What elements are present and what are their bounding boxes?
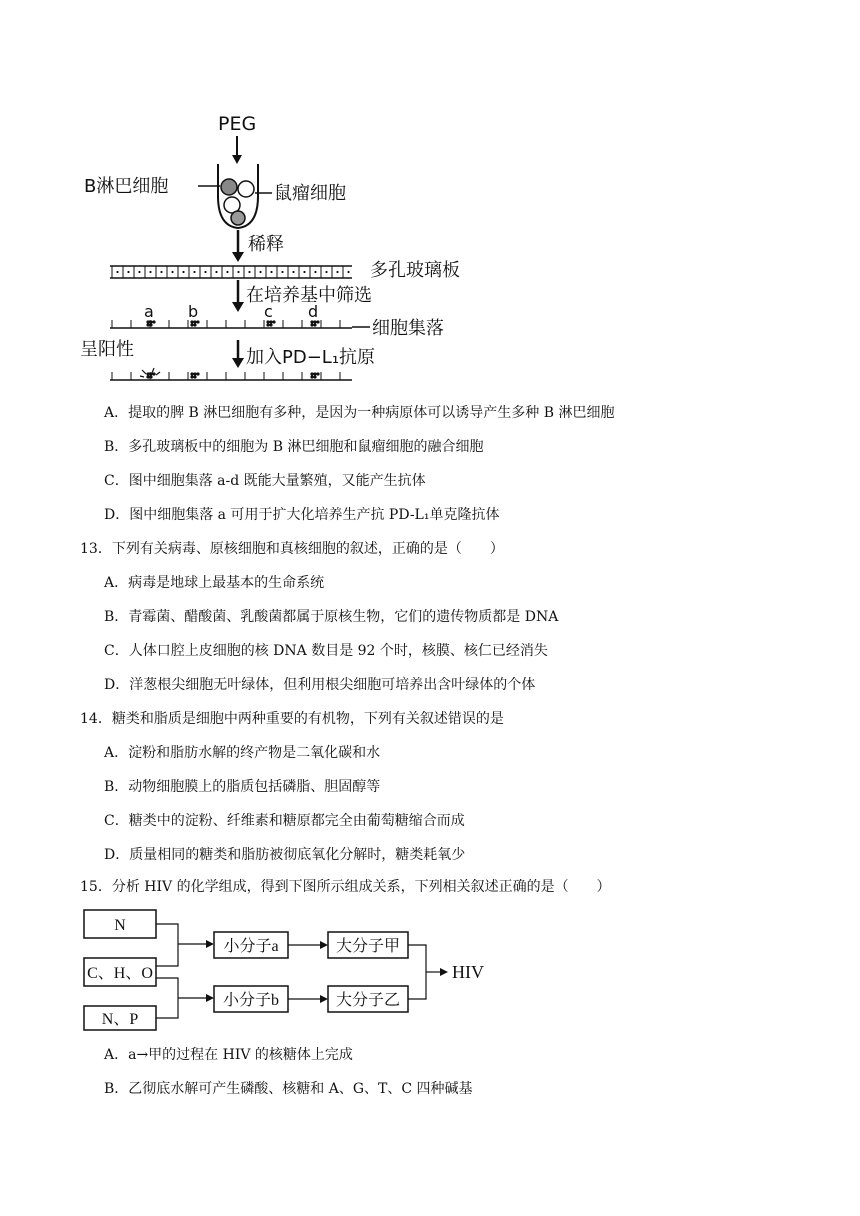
plate-label: 多孔玻璃板 — [370, 260, 460, 281]
colony-b — [190, 320, 199, 326]
dilute-label: 稀释 — [248, 234, 284, 255]
q14-option-c: C．糖类中的淀粉、纤维素和糖原都完全由葡萄糖缩合而成 — [104, 813, 465, 829]
box-cho-text: C、H、O — [87, 965, 153, 982]
q14-option-d: D．质量相同的糖类和脂肪被彻底氧化分解时，糖类耗氧少 — [104, 847, 466, 863]
colony-label: 细胞集落 — [372, 318, 444, 339]
q12-option-c: C．图中细胞集落 a-d 既能大量繁殖，又能产生抗体 — [104, 473, 426, 489]
colony-a-label: a — [144, 302, 154, 321]
colony-c-label: c — [264, 302, 273, 321]
colony-d-label: d — [308, 302, 319, 321]
result-colony-2 — [310, 372, 319, 378]
colony-c — [266, 320, 275, 326]
q13-option-d: D．洋葱根尖细胞无叶绿体，但利用根尖细胞可培养出含叶绿体的个体 — [104, 677, 536, 693]
b-cell-label: B淋巴细胞 — [84, 176, 169, 197]
screen-label: 在培养基中筛选 — [246, 285, 372, 306]
q14-stem: 14．糖类和脂质是细胞中两种重要的有机物，下列有关叙述错误的是 — [80, 711, 504, 727]
q14-option-a: A．淀粉和脂肪水解的终产物是二氧化碳和水 — [104, 745, 381, 761]
q13-option-a: A．病毒是地球上最基本的生命系统 — [104, 575, 325, 591]
multiwell-plate — [110, 266, 352, 278]
q15-stem: 15．分析 HIV 的化学组成，得到下图所示组成关系，下列相关叙述正确的是（ ） — [80, 879, 611, 895]
colony-b-label: b — [188, 302, 199, 321]
hiv-label: HIV — [452, 962, 484, 982]
positive-label: 呈阳性 — [80, 339, 134, 360]
q12-option-b: B．多孔玻璃板中的细胞为 B 淋巴细胞和鼠瘤细胞的融合细胞 — [104, 439, 484, 455]
q15-option-b: B．乙彻底水解可产生磷酸、核糖和 A、G、T、C 四种碱基 — [104, 1081, 473, 1097]
q15-option-a: A．a→甲的过程在 HIV 的核糖体上完成 — [104, 1047, 353, 1063]
box-macro-jia-text: 大分子甲 — [335, 938, 401, 955]
q12-option-d: D．图中细胞集落 a 可用于扩大化培养生产抗 PD-L₁单克隆抗体 — [104, 507, 500, 523]
b-cell-circle — [221, 179, 237, 195]
colony-a — [146, 320, 155, 326]
q13-stem: 13．下列有关病毒、原核细胞和真核细胞的叙述，正确的是（ ） — [80, 541, 504, 557]
hybridoma-diagram — [70, 108, 490, 393]
box-n-text: N — [114, 917, 126, 934]
colony-d — [310, 320, 319, 326]
result-colony-0 — [146, 372, 155, 378]
box-small-a-text: 小分子a — [223, 938, 279, 955]
colony-row — [110, 302, 352, 328]
q14-option-b: B．动物细胞膜上的脂质包括磷脂、胆固醇等 — [104, 779, 381, 795]
result-colony-1 — [190, 372, 199, 378]
result-row — [110, 368, 352, 380]
peg-label: PEG — [218, 113, 257, 135]
box-small-b-text: 小分子b — [222, 992, 280, 1009]
tumor-cell-label: 鼠瘤细胞 — [274, 183, 346, 204]
hiv-composition-diagram — [80, 906, 500, 1034]
antigen-label: 加入PD−L₁抗原 — [246, 347, 376, 368]
box-np-text: N、P — [101, 1011, 139, 1028]
q12-option-a: A．提取的脾 B 淋巴细胞有多种，是因为一种病原体可以诱导产生多种 B 淋巴细胞 — [104, 405, 615, 421]
box-macro-yi-text: 大分子乙 — [335, 992, 401, 1009]
q13-option-c: C．人体口腔上皮细胞的核 DNA 数目是 92 个时，核膜、核仁已经消失 — [104, 643, 548, 659]
q13-option-b: B．青霉菌、醋酸菌、乳酸菌都属于原核生物，它们的遗传物质都是 DNA — [104, 609, 559, 625]
